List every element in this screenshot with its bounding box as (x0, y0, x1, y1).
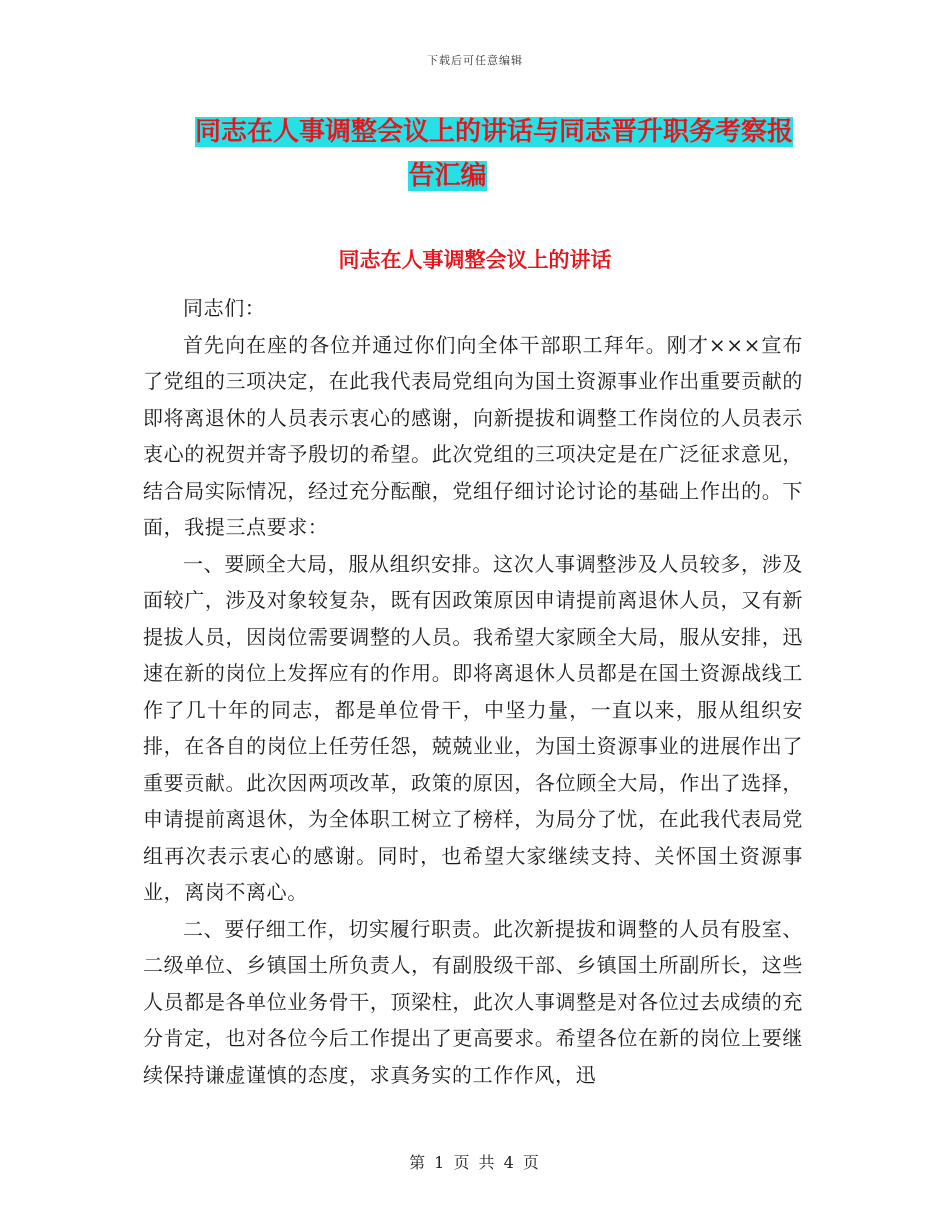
page-number: 第 1 页 共 4 页 (409, 1153, 541, 1172)
document-title (195, 110, 835, 198)
document-body (143, 290, 803, 1093)
header-note: 下载后可任意编辑 (427, 54, 523, 67)
paragraph: 一、要顾全大局，服从组织安排。这次人事调整涉及人员较多，涉及面较广，涉及对象较复杂，既有因政策原因申请提前离退休人员，又有新提拔人员，因岗位需要调整的人员。我希望大家顾全大局，服从安排，迅速在新的岗位上发挥应有的作用。即将离退休人员都是在国土资源战线工作了几十年的同志，都是单位骨干，中坚力量，一直以来，服从组织安排，在各自的岗位上任劳任怨，兢兢业业，为国土资源事业的进展作出了重要贡献。此次因两项改革，政策的原因，各位顾全大局，作出了选择，申请提前离退休，为全体职工树立了榜样，为局分了忧，在此我代表局党组再次表示衷心的感谢。同时，也希望大家继续支持、关怀国土资源事业，离岗不离心。 (143, 551, 803, 904)
paragraph: 首先向在座的各位并通过你们向全体干部职工拜年。刚才×××宣布了党组的三项决定，在此我代表局党组向为国土资源事业作出重要贡献的即将离退休的人员表示衷心的感谢，向新提拔和调整工作岗位的人员表示衷心的祝贺并寄予殷切的希望。此次党组的三项决定是在广泛征求意见，结合局实际情况，经过充分酝酿，党组仔细讨论讨论的基础上作出的。下面，我提三点要求： (143, 332, 803, 539)
document-title-line-1: 同志在人事调整会议上的讲话与同志晋升职务考察报 (195, 117, 794, 147)
document-title-line-2: 告汇编 (408, 161, 487, 191)
paragraph: 二、要仔细工作，切实履行职责。此次新提拔和调整的人员有股室、二级单位、乡镇国土所负责人，有副股级干部、乡镇国土所副所长，这些人员都是各单位业务骨干，顶梁柱，此次人事调整是对各位过去成绩的充分肯定，也对各位今后工作提出了更高要求。希望各位在新的岗位上要继续保持谦虚谨慎的态度，求真务实的工作作风，迅 (143, 916, 803, 1087)
section-title: 同志在人事调整会议上的讲话 (338, 247, 612, 272)
paragraph-salutation: 同志们： (183, 296, 266, 320)
